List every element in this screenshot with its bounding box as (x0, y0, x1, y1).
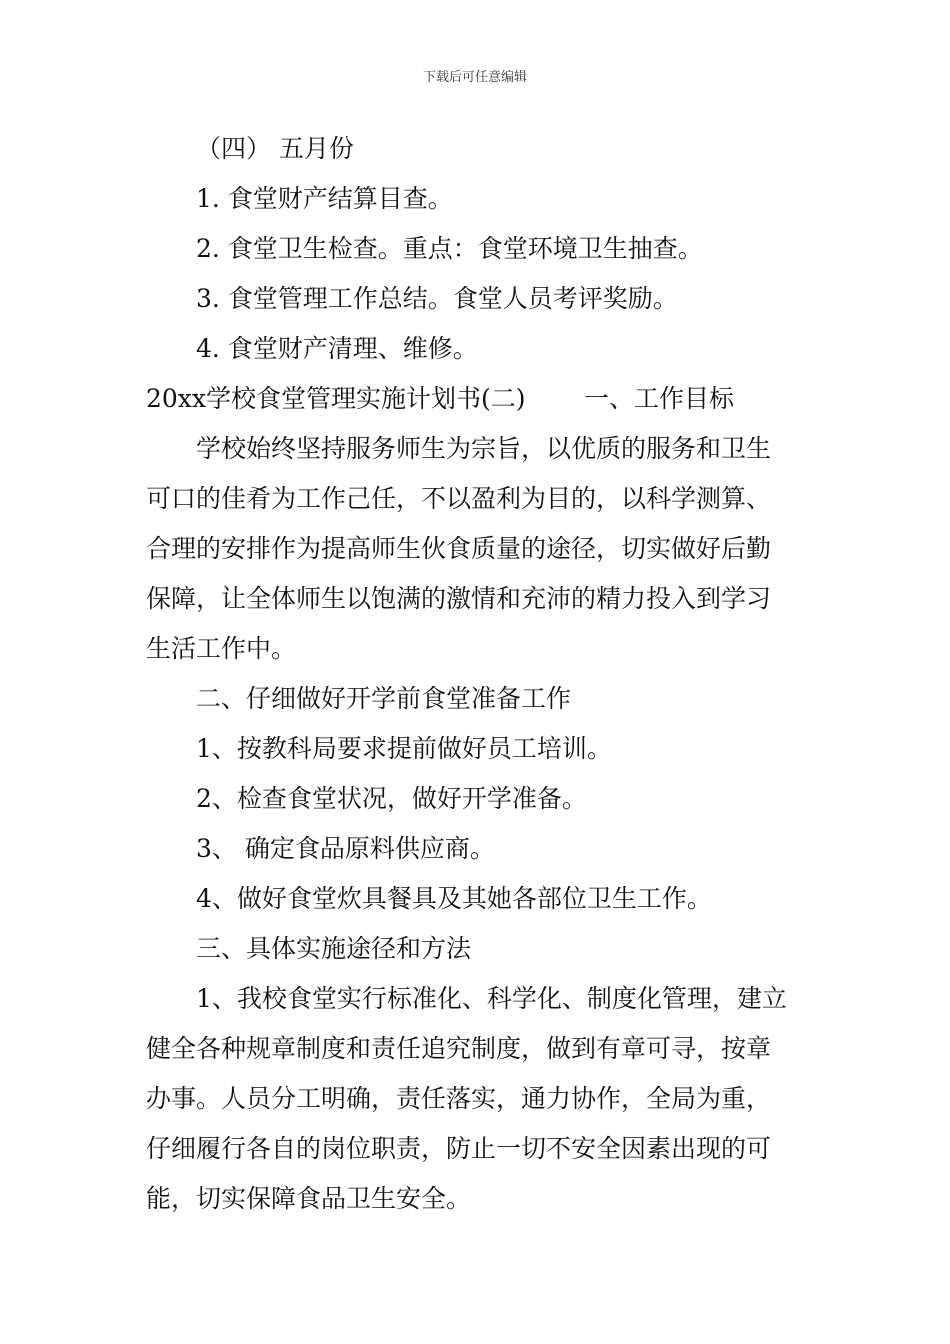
text-line: 2、检查食堂状况，做好开学准备。 (196, 784, 587, 813)
text-line: 1、我校食堂实行标准化、科学化、制度化管理，建立 (196, 984, 787, 1013)
text-line: 3、 确定食品原料供应商。 (196, 834, 495, 863)
text-line: （四） 五月份 (196, 134, 354, 163)
text-line: 健全各种规章制度和责任追究制度，做到有章可寻，按章 (146, 1034, 772, 1063)
text-line: 办事。人员分工明确，责任落实，通力协作，全局为重， (146, 1084, 772, 1113)
text-line: 保障，让全体师生以饱满的激情和充沛的精力投入到学习 (146, 584, 772, 613)
text-line: 2. 食堂卫生检查。重点：食堂环境卫生抽查。 (196, 234, 703, 263)
text-line: 可口的佳肴为工作己任，不以盈利为目的，以科学测算、 (146, 484, 772, 513)
text-line: 仔细履行各自的岗位职责，防止一切不安全因素出现的可 (146, 1134, 772, 1163)
text-line: 生活工作中。 (146, 634, 297, 663)
page-header: 下载后可任意编辑 (422, 70, 527, 85)
text-line: 3. 食堂管理工作总结。食堂人员考评奖励。 (196, 284, 678, 313)
text-line: 二、仔细做好开学前食堂准备工作 (196, 684, 572, 713)
section-may (146, 124, 816, 374)
text-line: 1. 食堂财产结算目查。 (196, 184, 453, 213)
section-body (146, 424, 816, 1224)
text-line: 三、具体实施途径和方法 (196, 934, 472, 963)
text-line: 1、按教科局要求提前做好员工培训。 (196, 734, 612, 763)
text-line: 4、做好食堂炊具餐具及其她各部位卫生工作。 (196, 884, 712, 913)
document-title: 20xx学校食堂管理实施计划书(二) (146, 384, 526, 413)
document-body (146, 124, 816, 1224)
text-line: 能，切实保障食品卫生安全。 (146, 1184, 472, 1213)
text-line: 学校始终坚持服务师生为宗旨，以优质的服务和卫生 (196, 434, 772, 463)
text-line: 合理的安排作为提高师生伙食质量的途径，切实做好后勤 (146, 534, 772, 563)
text-line: 4. 食堂财产清理、维修。 (196, 334, 478, 363)
document-title-line (146, 374, 816, 424)
section-heading-goal: 一、工作目标 (584, 384, 735, 413)
